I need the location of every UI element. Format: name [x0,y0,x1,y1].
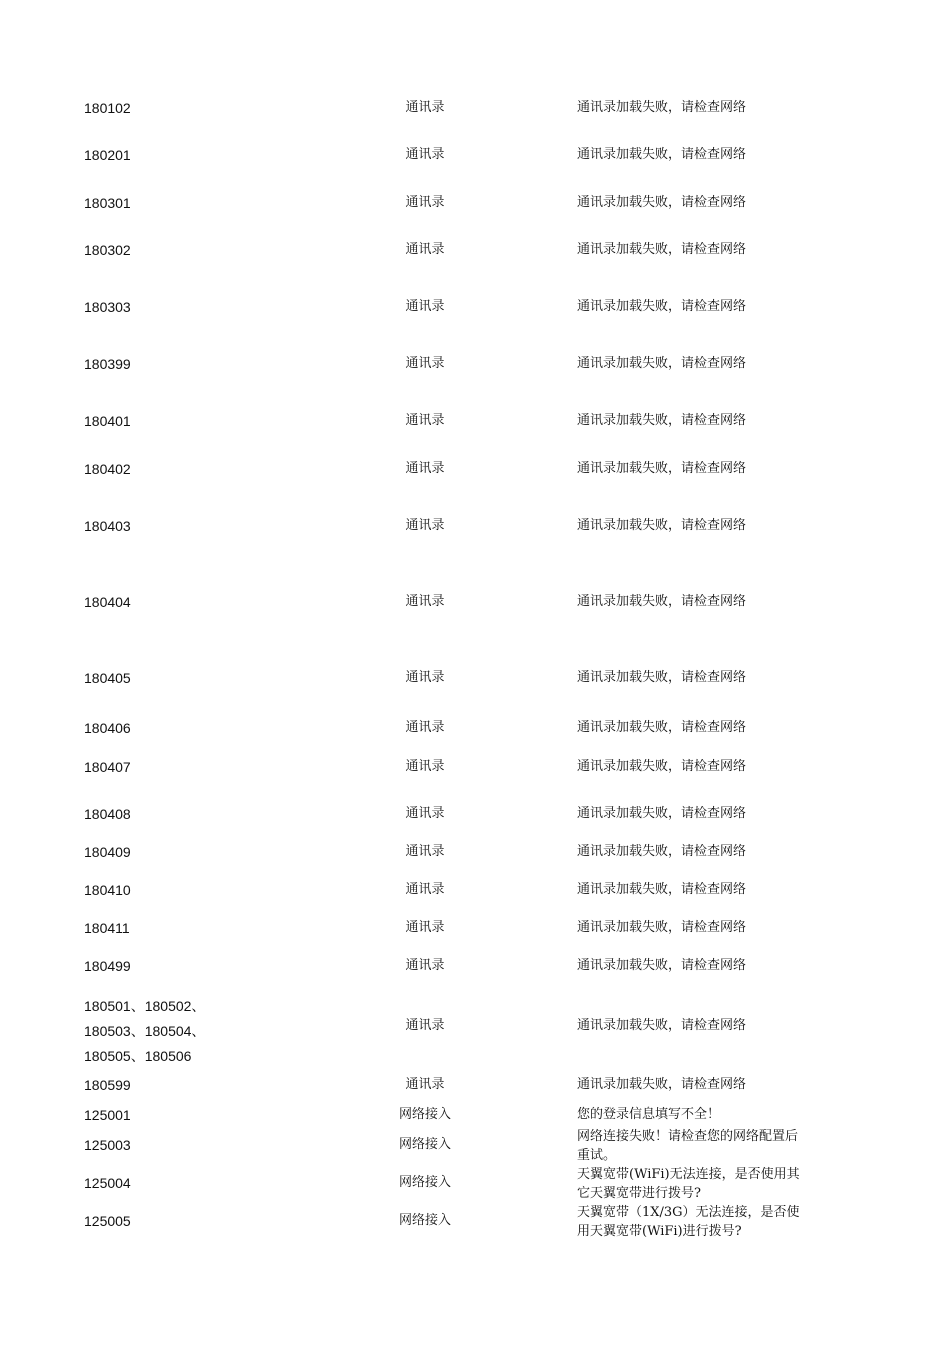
category: 通讯录 [405,759,445,774]
error-message: 通讯录加载失败，请检查网络 [577,100,747,115]
error-code: 125003 [84,1137,131,1153]
error-code: 125004 [84,1175,131,1191]
error-code: 180402 [84,461,131,477]
error-code: 180499 [84,958,131,974]
error-code: 125001 [84,1107,131,1123]
error-code: 180501、180502、 180503、180504、 180505、180506 [84,998,206,1064]
error-message: 通讯录加载失败，请检查网络 [577,670,747,685]
error-message: 通讯录加载失败，请检查网络 [577,958,747,973]
error-code: 180302 [84,242,131,258]
error-code: 180409 [84,844,131,860]
category: 通讯录 [405,920,445,935]
error-code: 180303 [84,299,131,315]
error-message: 通讯录加载失败，请检查网络 [577,594,747,609]
error-message: 通讯录加载失败，请检查网络 [577,147,747,162]
error-message: 通讯录加载失败，请检查网络 [577,461,747,476]
error-message: 天翼宽带（1X/3G）无法连接，是否使用天翼宽带(WiFi)进行拨号? [577,1205,800,1239]
error-code: 180401 [84,413,131,429]
error-code: 180406 [84,720,131,736]
error-message: 通讯录加载失败，请检查网络 [577,720,747,735]
category: 通讯录 [405,1018,445,1033]
category: 通讯录 [405,594,445,609]
error-code: 180102 [84,100,131,116]
error-message: 通讯录加载失败，请检查网络 [577,759,747,774]
category: 通讯录 [405,670,445,685]
category: 通讯录 [405,1077,445,1092]
error-code: 180410 [84,882,131,898]
category: 网络接入 [398,1137,451,1152]
category: 通讯录 [405,299,445,314]
error-message: 通讯录加载失败，请检查网络 [577,413,747,428]
error-code: 180404 [84,594,131,610]
error-code: 180411 [84,920,130,936]
category: 通讯录 [405,147,445,162]
error-message: 通讯录加载失败，请检查网络 [577,882,747,897]
error-message: 您的登录信息填写不全！ [577,1107,721,1122]
error-code: 180403 [84,518,131,534]
error-code: 180599 [84,1077,131,1093]
error-message: 通讯录加载失败，请检查网络 [577,1018,747,1033]
error-message: 通讯录加载失败，请检查网络 [577,299,747,314]
error-message: 通讯录加载失败，请检查网络 [577,195,747,210]
error-message: 通讯录加载失败，请检查网络 [577,356,747,371]
category: 通讯录 [405,806,445,821]
category: 网络接入 [398,1213,451,1228]
error-message: 通讯录加载失败，请检查网络 [577,1077,747,1092]
error-code: 180405 [84,670,131,686]
category: 通讯录 [405,413,445,428]
category: 网络接入 [398,1107,451,1122]
category: 通讯录 [405,882,445,897]
category: 网络接入 [398,1175,451,1190]
category: 通讯录 [405,461,445,476]
error-code: 125005 [84,1213,131,1229]
error-message: 通讯录加载失败，请检查网络 [577,518,747,533]
error-message: 通讯录加载失败，请检查网络 [577,806,747,821]
category: 通讯录 [405,844,445,859]
error-message: 天翼宽带(WiFi)无法连接，是否使用其它天翼宽带进行拨号? [577,1167,800,1201]
error-code: 180201 [84,147,131,163]
category: 通讯录 [405,195,445,210]
category: 通讯录 [405,356,445,371]
category: 通讯录 [405,100,445,115]
error-code: 180407 [84,759,131,775]
error-code: 180399 [84,356,131,372]
error-message: 通讯录加载失败，请检查网络 [577,242,747,257]
category: 通讯录 [405,720,445,735]
category: 通讯录 [405,242,445,257]
error-message: 通讯录加载失败，请检查网络 [577,920,747,935]
error-message: 通讯录加载失败，请检查网络 [577,844,747,859]
error-message: 网络连接失败！请检查您的网络配置后重试。 [577,1129,799,1163]
error-code: 180408 [84,806,131,822]
category: 通讯录 [405,958,445,973]
category: 通讯录 [405,518,445,533]
error-code: 180301 [84,195,131,211]
